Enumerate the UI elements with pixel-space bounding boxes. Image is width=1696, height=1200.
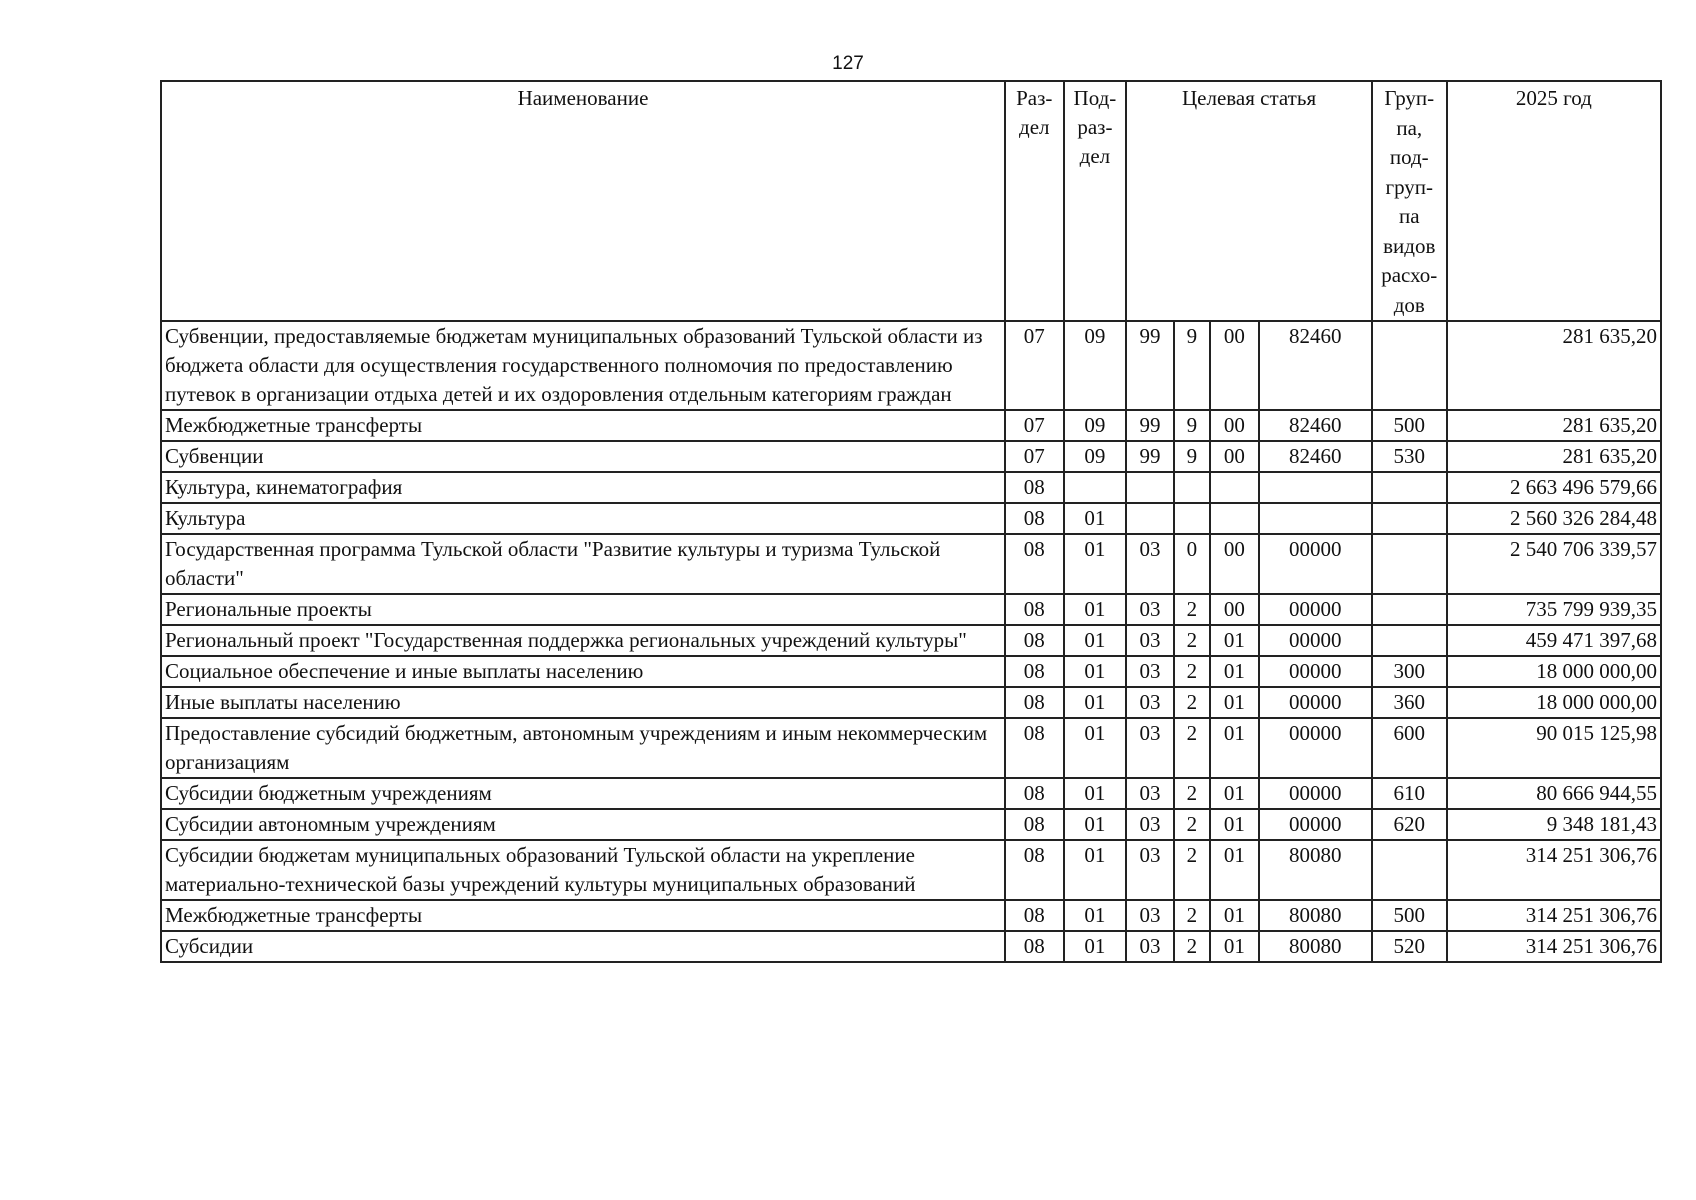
table-row xyxy=(161,441,1661,472)
cell-target-program xyxy=(1126,503,1174,534)
table-row xyxy=(161,900,1661,931)
cell-target-subprogram: 01 xyxy=(1210,931,1259,962)
cell-target-type: 2 xyxy=(1174,778,1210,809)
cell-target-code xyxy=(1259,503,1372,534)
header-section-text: Раз- дел xyxy=(1016,86,1053,139)
cell-target-subprogram: 01 xyxy=(1210,625,1259,656)
cell-section: 08 xyxy=(1005,931,1064,962)
cell-expense-group: 530 xyxy=(1372,441,1447,472)
cell-section: 08 xyxy=(1005,534,1064,594)
cell-expense-group: 610 xyxy=(1372,778,1447,809)
cell-subsection: 01 xyxy=(1064,503,1127,534)
cell-expense-group xyxy=(1372,321,1447,410)
table-row xyxy=(161,503,1661,534)
cell-name: Культура xyxy=(161,503,1005,534)
cell-target-program: 03 xyxy=(1126,687,1174,718)
cell-expense-group: 300 xyxy=(1372,656,1447,687)
cell-name: Субвенции xyxy=(161,441,1005,472)
cell-amount: 281 635,20 xyxy=(1447,441,1661,472)
cell-section: 08 xyxy=(1005,840,1064,900)
cell-target-code: 80080 xyxy=(1259,931,1372,962)
table-row xyxy=(161,594,1661,625)
cell-expense-group: 360 xyxy=(1372,687,1447,718)
table-row xyxy=(161,534,1661,594)
cell-section: 08 xyxy=(1005,503,1064,534)
cell-target-type xyxy=(1174,472,1210,503)
cell-target-subprogram: 00 xyxy=(1210,594,1259,625)
cell-target-type xyxy=(1174,503,1210,534)
header-year: 2025 год xyxy=(1447,81,1661,321)
cell-name: Субсидии xyxy=(161,931,1005,962)
cell-target-code: 00000 xyxy=(1259,656,1372,687)
cell-target-code: 80080 xyxy=(1259,900,1372,931)
cell-subsection: 09 xyxy=(1064,410,1127,441)
cell-section: 08 xyxy=(1005,778,1064,809)
cell-target-type: 2 xyxy=(1174,900,1210,931)
cell-target-subprogram: 01 xyxy=(1210,900,1259,931)
cell-subsection: 01 xyxy=(1064,594,1127,625)
cell-section: 08 xyxy=(1005,900,1064,931)
cell-section: 08 xyxy=(1005,656,1064,687)
cell-amount: 80 666 944,55 xyxy=(1447,778,1661,809)
cell-subsection: 01 xyxy=(1064,778,1127,809)
cell-target-type: 9 xyxy=(1174,441,1210,472)
cell-target-program: 03 xyxy=(1126,625,1174,656)
cell-amount: 281 635,20 xyxy=(1447,410,1661,441)
table-row xyxy=(161,625,1661,656)
cell-section: 08 xyxy=(1005,718,1064,778)
cell-name: Субвенции, предоставляемые бюджетам муниципальных образований Тульской области из бюджета области для осуществления государственного полномочия по предоставлению путевок в организации отдыха детей и их оздоровления отдельным категориям граждан xyxy=(161,321,1005,410)
cell-target-code: 00000 xyxy=(1259,687,1372,718)
cell-target-program: 03 xyxy=(1126,931,1174,962)
table-row xyxy=(161,718,1661,778)
cell-expense-group: 600 xyxy=(1372,718,1447,778)
cell-section: 08 xyxy=(1005,687,1064,718)
cell-subsection: 01 xyxy=(1064,900,1127,931)
cell-expense-group xyxy=(1372,840,1447,900)
cell-amount: 314 251 306,76 xyxy=(1447,900,1661,931)
cell-expense-group xyxy=(1372,594,1447,625)
cell-name: Субсидии автономным учреждениям xyxy=(161,809,1005,840)
cell-amount: 9 348 181,43 xyxy=(1447,809,1661,840)
cell-amount: 2 560 326 284,48 xyxy=(1447,503,1661,534)
cell-target-type: 2 xyxy=(1174,625,1210,656)
cell-expense-group: 500 xyxy=(1372,900,1447,931)
table-row xyxy=(161,840,1661,900)
cell-amount: 735 799 939,35 xyxy=(1447,594,1661,625)
cell-expense-group: 520 xyxy=(1372,931,1447,962)
cell-target-subprogram: 01 xyxy=(1210,778,1259,809)
table-row xyxy=(161,778,1661,809)
table-row xyxy=(161,472,1661,503)
cell-target-subprogram: 00 xyxy=(1210,441,1259,472)
cell-subsection: 01 xyxy=(1064,718,1127,778)
cell-subsection: 01 xyxy=(1064,809,1127,840)
cell-section: 08 xyxy=(1005,809,1064,840)
cell-target-program: 03 xyxy=(1126,656,1174,687)
cell-target-subprogram: 01 xyxy=(1210,718,1259,778)
cell-target-type: 2 xyxy=(1174,931,1210,962)
cell-expense-group xyxy=(1372,625,1447,656)
cell-subsection: 01 xyxy=(1064,687,1127,718)
cell-name: Межбюджетные трансферты xyxy=(161,900,1005,931)
cell-target-program: 03 xyxy=(1126,840,1174,900)
cell-subsection xyxy=(1064,472,1127,503)
cell-name: Культура, кинематография xyxy=(161,472,1005,503)
table-row xyxy=(161,687,1661,718)
cell-target-subprogram: 01 xyxy=(1210,840,1259,900)
cell-target-code: 00000 xyxy=(1259,534,1372,594)
cell-target-program: 99 xyxy=(1126,410,1174,441)
cell-target-program: 03 xyxy=(1126,778,1174,809)
cell-target-program: 03 xyxy=(1126,534,1174,594)
header-group-text: Груп- па, под- груп- па видов расхо- дов xyxy=(1381,86,1438,317)
cell-name: Региональные проекты xyxy=(161,594,1005,625)
cell-subsection: 01 xyxy=(1064,625,1127,656)
cell-target-type: 2 xyxy=(1174,718,1210,778)
cell-name: Региональный проект "Государственная поддержка региональных учреждений культуры" xyxy=(161,625,1005,656)
cell-section: 07 xyxy=(1005,441,1064,472)
cell-target-subprogram: 00 xyxy=(1210,321,1259,410)
table-row xyxy=(161,809,1661,840)
cell-target-subprogram: 01 xyxy=(1210,656,1259,687)
cell-target-subprogram: 00 xyxy=(1210,410,1259,441)
cell-subsection: 09 xyxy=(1064,321,1127,410)
cell-amount: 2 540 706 339,57 xyxy=(1447,534,1661,594)
table-header xyxy=(161,81,1661,321)
cell-target-type: 9 xyxy=(1174,321,1210,410)
header-target-article: Целевая статья xyxy=(1126,81,1372,321)
cell-expense-group: 500 xyxy=(1372,410,1447,441)
cell-subsection: 09 xyxy=(1064,441,1127,472)
header-group xyxy=(1372,81,1447,321)
cell-name: Иные выплаты населению xyxy=(161,687,1005,718)
cell-target-type: 2 xyxy=(1174,840,1210,900)
cell-target-code: 82460 xyxy=(1259,321,1372,410)
cell-section: 07 xyxy=(1005,410,1064,441)
header-section xyxy=(1005,81,1064,321)
cell-amount: 18 000 000,00 xyxy=(1447,687,1661,718)
table-row xyxy=(161,656,1661,687)
cell-target-code xyxy=(1259,472,1372,503)
cell-target-program: 99 xyxy=(1126,441,1174,472)
cell-name: Межбюджетные трансферты xyxy=(161,410,1005,441)
cell-target-code: 82460 xyxy=(1259,441,1372,472)
cell-subsection: 01 xyxy=(1064,840,1127,900)
table-body xyxy=(161,321,1661,962)
header-subsection-text: Под- раз- дел xyxy=(1073,86,1117,168)
cell-target-subprogram: 01 xyxy=(1210,687,1259,718)
cell-name: Государственная программа Тульской области "Развитие культуры и туризма Тульской области" xyxy=(161,534,1005,594)
table-row xyxy=(161,931,1661,962)
cell-expense-group: 620 xyxy=(1372,809,1447,840)
cell-target-program: 03 xyxy=(1126,718,1174,778)
cell-target-type: 2 xyxy=(1174,656,1210,687)
cell-subsection: 01 xyxy=(1064,931,1127,962)
cell-target-code: 80080 xyxy=(1259,840,1372,900)
cell-amount: 314 251 306,76 xyxy=(1447,840,1661,900)
cell-target-subprogram: 01 xyxy=(1210,809,1259,840)
cell-expense-group xyxy=(1372,472,1447,503)
cell-target-program: 03 xyxy=(1126,594,1174,625)
cell-subsection: 01 xyxy=(1064,656,1127,687)
budget-table xyxy=(160,80,1662,963)
cell-section: 08 xyxy=(1005,625,1064,656)
cell-target-program: 03 xyxy=(1126,900,1174,931)
cell-target-type: 2 xyxy=(1174,594,1210,625)
cell-amount: 18 000 000,00 xyxy=(1447,656,1661,687)
cell-target-subprogram: 00 xyxy=(1210,534,1259,594)
cell-target-code: 82460 xyxy=(1259,410,1372,441)
cell-name: Предоставление субсидий бюджетным, автономным учреждениям и иным некоммерческим организациям xyxy=(161,718,1005,778)
page-number: 127 xyxy=(832,53,864,74)
cell-section: 08 xyxy=(1005,472,1064,503)
header-name: Наименование xyxy=(161,81,1005,321)
cell-target-code: 00000 xyxy=(1259,594,1372,625)
header-subsection xyxy=(1064,81,1127,321)
cell-section: 07 xyxy=(1005,321,1064,410)
cell-target-code: 00000 xyxy=(1259,778,1372,809)
cell-target-type: 2 xyxy=(1174,687,1210,718)
cell-amount: 314 251 306,76 xyxy=(1447,931,1661,962)
cell-amount: 281 635,20 xyxy=(1447,321,1661,410)
cell-amount: 459 471 397,68 xyxy=(1447,625,1661,656)
cell-amount: 90 015 125,98 xyxy=(1447,718,1661,778)
cell-target-code: 00000 xyxy=(1259,718,1372,778)
cell-name: Субсидии бюджетам муниципальных образований Тульской области на укрепление материально-технической базы учреждений культуры муниципальных образований xyxy=(161,840,1005,900)
cell-target-type: 2 xyxy=(1174,809,1210,840)
cell-target-program: 99 xyxy=(1126,321,1174,410)
cell-target-subprogram xyxy=(1210,472,1259,503)
cell-target-code: 00000 xyxy=(1259,809,1372,840)
table-row xyxy=(161,321,1661,410)
cell-name: Социальное обеспечение и иные выплаты населению xyxy=(161,656,1005,687)
cell-target-code: 00000 xyxy=(1259,625,1372,656)
table-row xyxy=(161,410,1661,441)
cell-target-type: 9 xyxy=(1174,410,1210,441)
cell-target-type: 0 xyxy=(1174,534,1210,594)
cell-target-program: 03 xyxy=(1126,809,1174,840)
cell-target-program xyxy=(1126,472,1174,503)
cell-subsection: 01 xyxy=(1064,534,1127,594)
cell-section: 08 xyxy=(1005,594,1064,625)
cell-target-subprogram xyxy=(1210,503,1259,534)
cell-amount: 2 663 496 579,66 xyxy=(1447,472,1661,503)
cell-name: Субсидии бюджетным учреждениям xyxy=(161,778,1005,809)
cell-expense-group xyxy=(1372,534,1447,594)
cell-expense-group xyxy=(1372,503,1447,534)
